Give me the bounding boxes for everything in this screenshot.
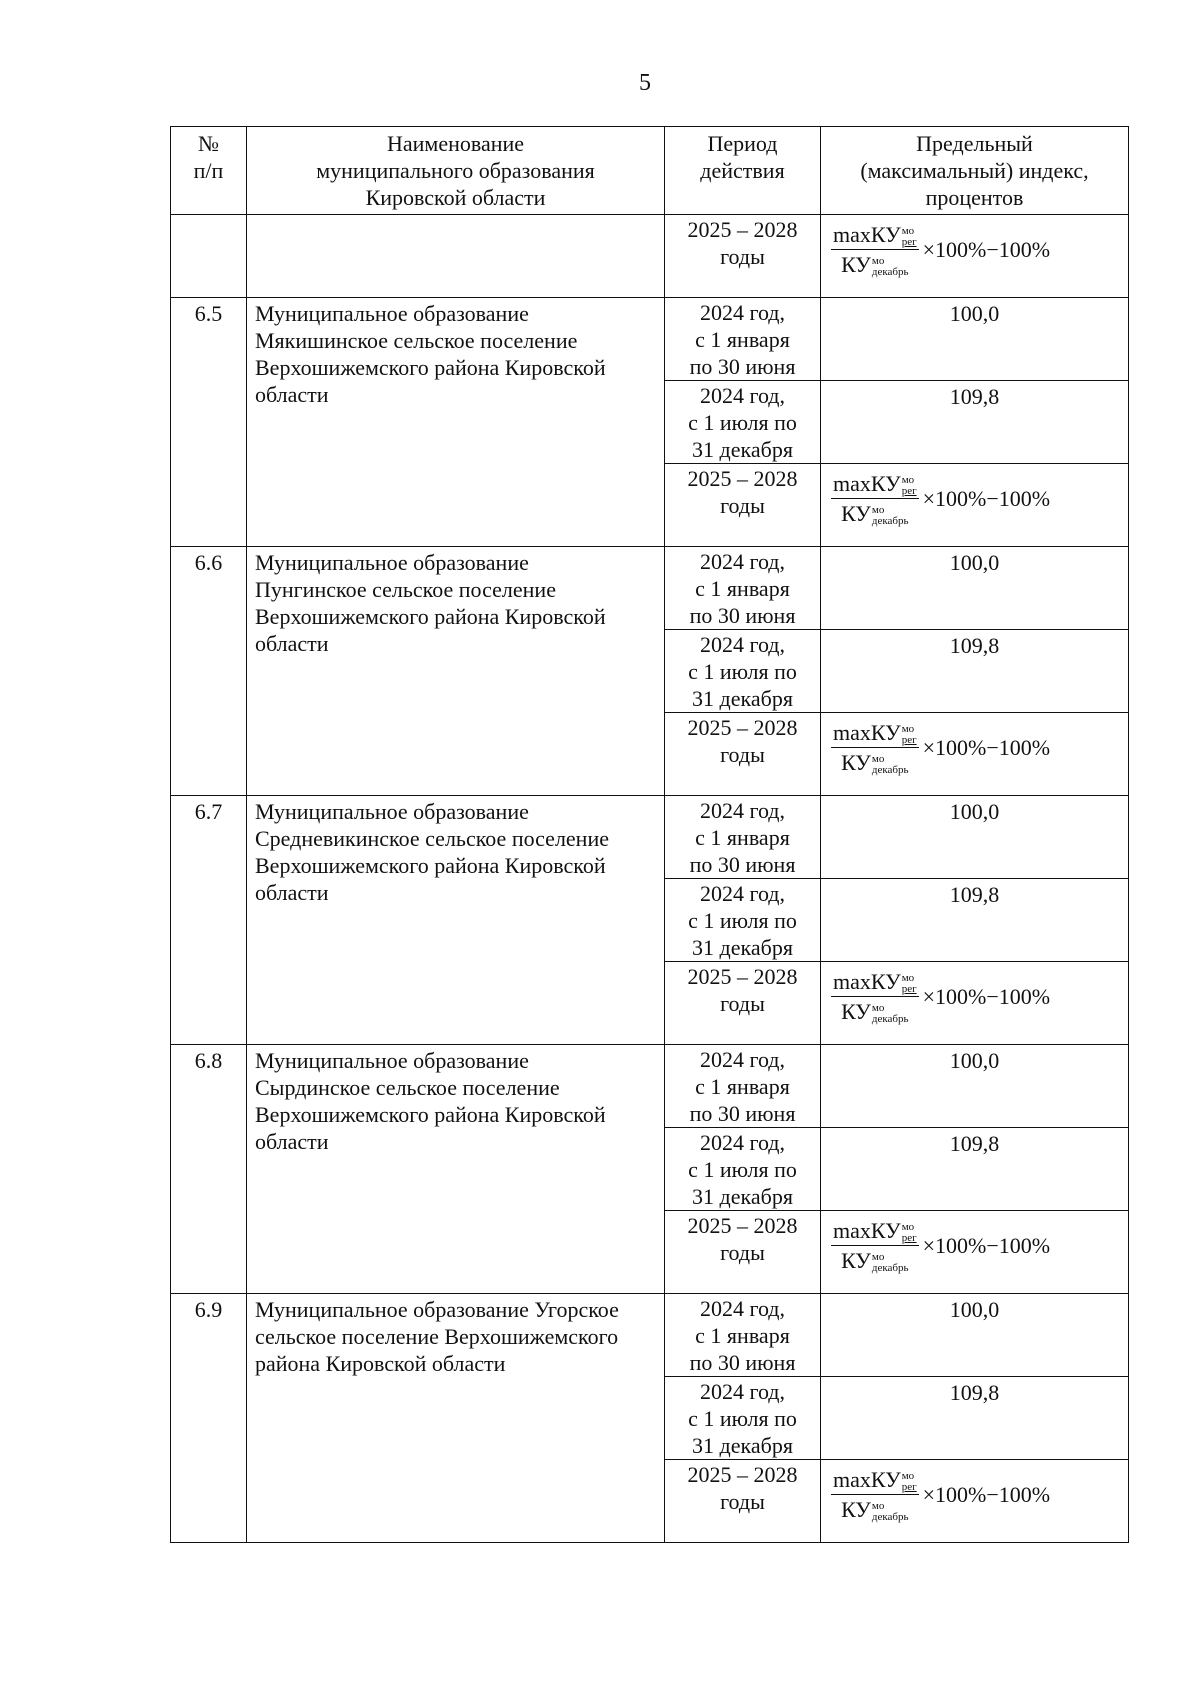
period-line: 2024 год, [699, 798, 786, 823]
period-line: 2025 – 2028 [687, 715, 798, 740]
period-cell [665, 1294, 821, 1377]
period-cell [665, 879, 821, 962]
municipality-name-line: области [255, 880, 329, 905]
index-formula-cell [821, 962, 1129, 1045]
period-cell [665, 1211, 821, 1294]
formula-bottom-text: КУ [841, 252, 871, 277]
period-line: 2024 год, [699, 632, 786, 657]
index-value-cell: 100,0 [821, 1294, 1129, 1377]
formula-bottom-sup: мо [871, 503, 885, 516]
municipality-name-line: области [255, 1129, 329, 1154]
formula-bottom-sub: декабрь [871, 265, 909, 278]
formula-fraction [831, 968, 919, 1025]
formula-bottom-sub: декабрь [871, 1012, 909, 1025]
period-cell [665, 796, 821, 879]
row-number-cell: 6.9 [171, 1294, 247, 1543]
header-index-line: процентов [925, 185, 1024, 210]
index-value-cell: 109,8 [821, 630, 1129, 713]
formula-top-sup: мо [901, 224, 915, 237]
formula-top-sub: рег [901, 235, 917, 248]
table-row [171, 1294, 1129, 1377]
municipality-name-line: Мякишинское сельское поселение [255, 328, 578, 353]
municipality-name-cell [247, 796, 665, 1045]
period-line: 2024 год, [699, 1296, 786, 1321]
period-line: 31 декабря [692, 1184, 793, 1209]
formula-rest: ×100%−100% [922, 735, 1051, 760]
period-line: по 30 июня [689, 354, 796, 379]
period-line: 2024 год, [699, 549, 786, 574]
formula-fraction [831, 1217, 919, 1274]
formula-denominator [839, 1246, 910, 1274]
header-index [821, 127, 1129, 215]
municipality-name-line: области [255, 631, 329, 656]
header-period-line: Период [707, 131, 778, 156]
formula-top-sub: рег [901, 1231, 917, 1244]
period-line: 2024 год, [699, 881, 786, 906]
formula-numerator [831, 1217, 919, 1245]
formula-bottom-text: КУ [841, 1497, 871, 1522]
period-cell [665, 547, 821, 630]
page-number: 5 [639, 70, 651, 96]
formula-bottom-indices [872, 505, 909, 527]
carry-over-row [171, 215, 1129, 298]
index-formula-cell [821, 713, 1129, 796]
period-line: по 30 июня [689, 1350, 796, 1375]
formula-top-indices [902, 226, 917, 248]
formula-numerator [831, 719, 919, 747]
index-formula [831, 1217, 1050, 1274]
formula-bottom-sup: мо [871, 1499, 885, 1512]
index-formula-cell [821, 1211, 1129, 1294]
formula-numerator [831, 470, 919, 498]
formula-rest: ×100%−100% [922, 237, 1051, 262]
municipality-name-cell [247, 1294, 665, 1543]
header-name-line: муниципального образования [316, 158, 595, 183]
formula-top-sup: мо [901, 1469, 915, 1482]
formula-denominator [839, 997, 910, 1025]
carry-name-cell [247, 215, 665, 298]
period-line: годы [720, 1489, 765, 1514]
formula-fraction [831, 719, 919, 776]
period-line: с 1 июля по [688, 410, 797, 435]
municipality-name-line: сельское поселение Верхошижемского [255, 1324, 619, 1349]
period-line: с 1 января [695, 576, 790, 601]
index-table [170, 126, 1129, 1543]
formula-top-text: maxКУ [833, 720, 901, 745]
period-line: с 1 июля по [688, 659, 797, 684]
municipality-name-line: Средневикинское сельское поселение [255, 826, 609, 851]
header-period-line: действия [700, 158, 785, 183]
index-formula [831, 221, 1050, 278]
formula-top-text: maxКУ [833, 1218, 901, 1243]
municipality-name-line: Верхошижемского района Кировской [255, 604, 606, 629]
formula-numerator [831, 221, 919, 249]
municipality-name-line: области [255, 382, 329, 407]
period-line: годы [720, 742, 765, 767]
period-line: годы [720, 493, 765, 518]
period-cell [665, 381, 821, 464]
row-number-cell: 6.8 [171, 1045, 247, 1294]
period-line: 31 декабря [692, 1433, 793, 1458]
formula-top-sub: рег [901, 1480, 917, 1493]
period-line: с 1 января [695, 327, 790, 352]
formula-denominator [839, 499, 910, 527]
formula-bottom-sup: мо [871, 1001, 885, 1014]
header-num-line: № [198, 131, 219, 156]
index-value-cell: 109,8 [821, 879, 1129, 962]
formula-bottom-indices [872, 1501, 909, 1523]
period-line: годы [720, 1240, 765, 1265]
period-line: 2025 – 2028 [687, 217, 798, 242]
formula-bottom-sup: мо [871, 254, 885, 267]
formula-bottom-sub: декабрь [871, 1261, 909, 1274]
index-value-cell: 100,0 [821, 298, 1129, 381]
header-num-line: п/п [193, 158, 224, 183]
municipality-name-line: Муниципальное образование [255, 301, 529, 326]
municipality-name-line: Сырдинское сельское поселение [255, 1075, 560, 1100]
period-line: 2024 год, [699, 1379, 786, 1404]
header-period [665, 127, 821, 215]
municipality-name-cell [247, 547, 665, 796]
formula-denominator [839, 250, 910, 278]
header-index-line: (максимальный) индекс, [860, 158, 1089, 183]
index-value-cell: 100,0 [821, 796, 1129, 879]
formula-bottom-sub: декабрь [871, 763, 909, 776]
formula-bottom-text: КУ [841, 1248, 871, 1273]
period-cell [665, 713, 821, 796]
period-line: 2024 год, [699, 1130, 786, 1155]
index-value-cell: 109,8 [821, 381, 1129, 464]
period-line: по 30 июня [689, 1101, 796, 1126]
period-line: 2024 год, [699, 1047, 786, 1072]
period-cell [665, 298, 821, 381]
formula-top-indices [902, 475, 917, 497]
header-index-line: Предельный [916, 131, 1033, 156]
index-formula [831, 1466, 1050, 1523]
municipality-name-line: района Кировской области [255, 1351, 506, 1376]
table-row [171, 1045, 1129, 1128]
table-row [171, 547, 1129, 630]
formula-numerator [831, 968, 919, 996]
period-cell [665, 962, 821, 1045]
period-line: 31 декабря [692, 935, 793, 960]
index-formula [831, 968, 1050, 1025]
period-line: годы [720, 991, 765, 1016]
period-cell [665, 1460, 821, 1543]
municipality-name-line: Пунгинское сельское поселение [255, 577, 556, 602]
formula-fraction [831, 1466, 919, 1523]
index-formula-cell [821, 215, 1129, 298]
formula-top-sub: рег [901, 733, 917, 746]
formula-top-text: maxКУ [833, 222, 901, 247]
table-row [171, 796, 1129, 879]
period-line: 31 декабря [692, 437, 793, 462]
formula-fraction [831, 221, 919, 278]
municipality-name-line: Верхошижемского района Кировской [255, 853, 606, 878]
period-line: 2025 – 2028 [687, 964, 798, 989]
formula-top-indices [902, 1471, 917, 1493]
municipality-name-line: Верхошижемского района Кировской [255, 355, 606, 380]
period-cell [665, 1128, 821, 1211]
period-line: с 1 января [695, 1323, 790, 1348]
period-cell [665, 215, 821, 298]
formula-bottom-text: КУ [841, 999, 871, 1024]
header-num [171, 127, 247, 215]
formula-top-text: maxКУ [833, 1467, 901, 1492]
index-formula [831, 470, 1050, 527]
index-formula-cell [821, 1460, 1129, 1543]
index-value-cell: 109,8 [821, 1128, 1129, 1211]
period-line: 31 декабря [692, 686, 793, 711]
row-number-cell: 6.7 [171, 796, 247, 1045]
formula-fraction [831, 470, 919, 527]
formula-bottom-indices [872, 1252, 909, 1274]
formula-rest: ×100%−100% [922, 1233, 1051, 1258]
formula-top-sup: мо [901, 971, 915, 984]
formula-top-sup: мо [901, 722, 915, 735]
formula-numerator [831, 1466, 919, 1494]
header-name-line: Кировской области [365, 185, 546, 210]
formula-top-text: maxКУ [833, 969, 901, 994]
municipality-name-line: Муниципальное образование [255, 550, 529, 575]
formula-rest: ×100%−100% [922, 1482, 1051, 1507]
formula-top-sub: рег [901, 982, 917, 995]
formula-top-indices [902, 1222, 917, 1244]
period-line: 2024 год, [699, 383, 786, 408]
formula-denominator [839, 748, 910, 776]
formula-top-sup: мо [901, 1220, 915, 1233]
formula-top-text: maxКУ [833, 471, 901, 496]
period-line: с 1 июля по [688, 908, 797, 933]
formula-top-indices [902, 724, 917, 746]
period-line: по 30 июня [689, 852, 796, 877]
municipality-name-line: Муниципальное образование [255, 799, 529, 824]
formula-top-sup: мо [901, 473, 915, 486]
municipality-name-cell [247, 1045, 665, 1294]
formula-denominator [839, 1495, 910, 1523]
formula-top-indices [902, 973, 917, 995]
formula-bottom-text: КУ [841, 750, 871, 775]
formula-bottom-sub: декабрь [871, 514, 909, 527]
index-value-cell: 109,8 [821, 1377, 1129, 1460]
period-line: с 1 июля по [688, 1157, 797, 1182]
formula-bottom-text: КУ [841, 501, 871, 526]
period-line: с 1 января [695, 1074, 790, 1099]
period-line: с 1 января [695, 825, 790, 850]
row-number-cell: 6.6 [171, 547, 247, 796]
header-name [247, 127, 665, 215]
index-value-cell: 100,0 [821, 547, 1129, 630]
table-header-row [171, 127, 1129, 215]
period-line: 2025 – 2028 [687, 1213, 798, 1238]
carry-num-cell [171, 215, 247, 298]
period-line: 2025 – 2028 [687, 1462, 798, 1487]
header-name-line: Наименование [386, 131, 525, 156]
period-cell [665, 630, 821, 713]
table-row [171, 298, 1129, 381]
municipality-name-line: Муниципальное образование [255, 1048, 529, 1073]
formula-bottom-indices [872, 1003, 909, 1025]
period-line: по 30 июня [689, 603, 796, 628]
formula-bottom-sub: декабрь [871, 1510, 909, 1523]
period-line: 2025 – 2028 [687, 466, 798, 491]
formula-top-sub: рег [901, 484, 917, 497]
period-cell [665, 464, 821, 547]
period-cell [665, 1045, 821, 1128]
index-formula-cell [821, 464, 1129, 547]
formula-bottom-indices [872, 256, 909, 278]
formula-bottom-indices [872, 754, 909, 776]
formula-bottom-sup: мо [871, 1250, 885, 1263]
index-formula [831, 719, 1050, 776]
period-line: 2024 год, [699, 300, 786, 325]
formula-rest: ×100%−100% [922, 984, 1051, 1009]
formula-bottom-sup: мо [871, 752, 885, 765]
municipality-name-line: Верхошижемского района Кировской [255, 1102, 606, 1127]
period-line: с 1 июля по [688, 1406, 797, 1431]
index-value-cell: 100,0 [821, 1045, 1129, 1128]
municipality-name-line: Муниципальное образование Угорское [255, 1297, 619, 1322]
row-number-cell: 6.5 [171, 298, 247, 547]
period-line: годы [720, 244, 765, 269]
municipality-name-cell [247, 298, 665, 547]
period-cell [665, 1377, 821, 1460]
formula-rest: ×100%−100% [922, 486, 1051, 511]
